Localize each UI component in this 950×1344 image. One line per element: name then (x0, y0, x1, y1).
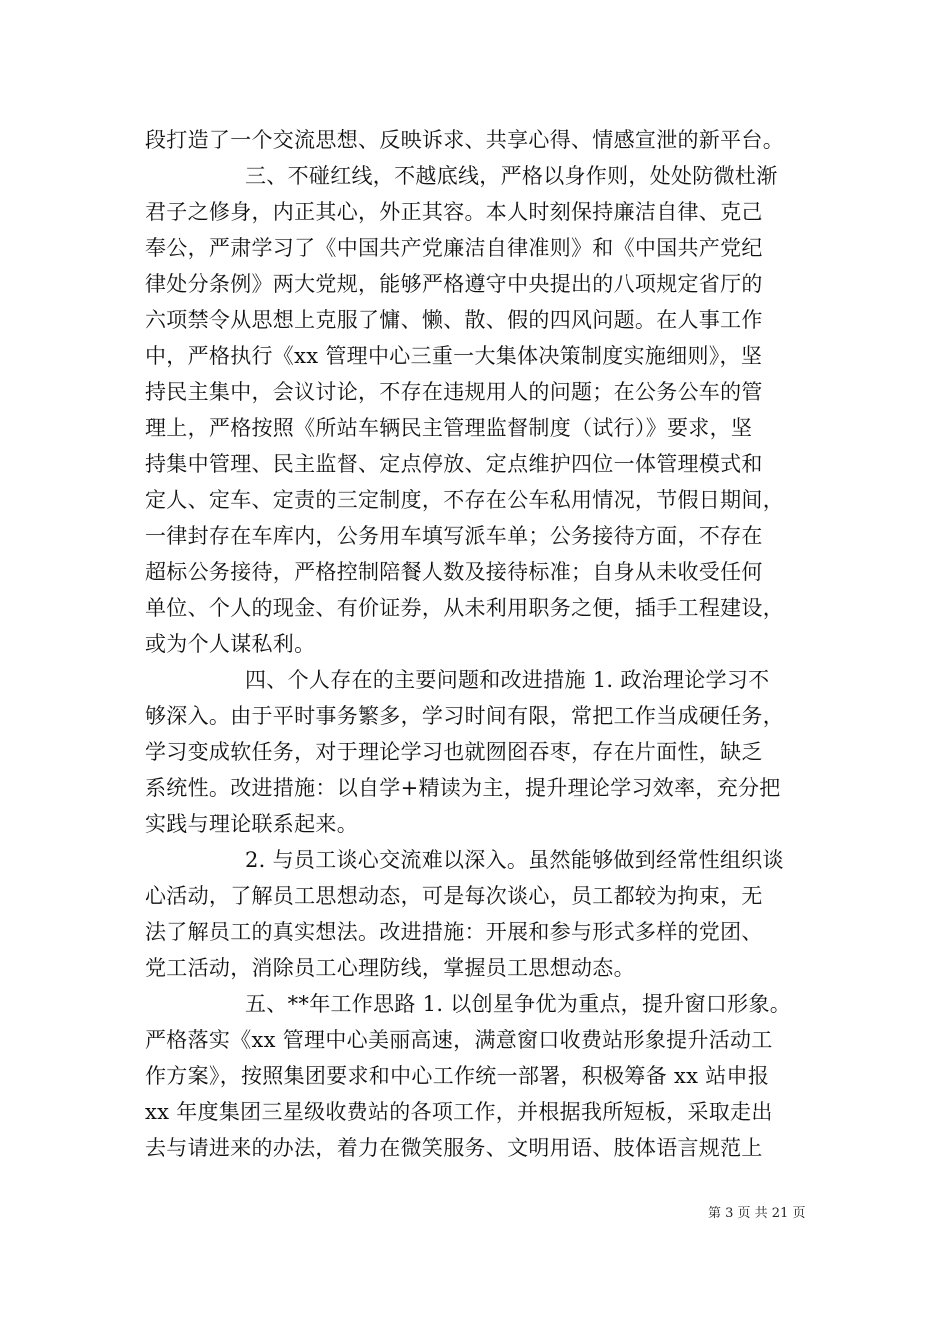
text-line: 定人、定车、定责的三定制度，不存在公车私用情况，节假日期间， (145, 488, 784, 512)
text-line: 中，严格执行《xx 管理中心三重一大集体决策制度实施细则》，坚 (145, 344, 763, 368)
text-line: 法了解员工的真实想法。改进措施：开展和参与形式多样的党团、 (145, 920, 763, 944)
text-line: 三、不碰红线，不越底线，严格以身作则，处处防微杜渐 (245, 164, 778, 188)
text-line: 奉公，严肃学习了《中国共产党廉洁自律准则》和《中国共产党纪 (145, 236, 763, 260)
text-line: 或为个人谋私利。 (145, 632, 316, 656)
text-line: 作方案》，按照集团要求和中心工作统一部署，积极筹备 xx 站申报 (145, 1064, 770, 1088)
text-line: 严格落实《xx 管理中心美丽高速，满意窗口收费站形象提升活动工 (145, 1028, 773, 1052)
text-line: 君子之修身，内正其心，外正其容。本人时刻保持廉洁自律、克己 (145, 200, 763, 224)
text-line: xx 年度集团三星级收费站的各项工作，并根据我所短板，采取走出 (145, 1100, 773, 1124)
text-line: 一律封存在车库内，公务用车填写派车单；公务接待方面，不存在 (145, 524, 763, 548)
text-line: 五、**年工作思路 1. 以创星争优为重点，提升窗口形象。 (245, 992, 792, 1016)
text-line: 实践与理论联系起来。 (145, 812, 358, 836)
text-line: 学习变成软任务，对于理论学习也就囫囵吞枣，存在片面性，缺乏 (145, 740, 763, 764)
text-line: 四、个人存在的主要问题和改进措施 1. 政治理论学习不 (245, 668, 770, 692)
text-line: 持集中管理、民主监督、定点停放、定点维护四位一体管理模式和 (145, 452, 763, 476)
text-line: 超标公务接待，严格控制陪餐人数及接待标准；自身从未收受任何 (145, 560, 763, 584)
text-line: 党工活动，消除员工心理防线，掌握员工思想动态。 (145, 956, 635, 980)
text-line: 单位、个人的现金、有价证券，从未利用职务之便，插手工程建设， (145, 596, 784, 620)
text-line: 去与请进来的办法，着力在微笑服务、文明用语、肢体语言规范上 (145, 1136, 763, 1160)
text-line: 2. 与员工谈心交流难以深入。虽然能够做到经常性组织谈 (245, 848, 784, 872)
text-line: 够深入。由于平时事务繁多，学习时间有限，常把工作当成硬任务， (145, 704, 784, 728)
text-line: 持民主集中，会议讨论，不存在违规用人的问题；在公务公车的管 (145, 380, 763, 404)
text-line: 理上，严格按照《所站车辆民主管理监督制度（试行）》要求，坚 (145, 416, 753, 440)
text-line: 律处分条例》两大党规，能够严格遵守中央提出的八项规定省厅的 (145, 272, 763, 296)
text-line: 心活动，了解员工思想动态，可是每次谈心，员工都较为拘束，无 (145, 884, 763, 908)
text-line: 六项禁令从思想上克服了慵、懒、散、假的四风问题。在人事工作 (145, 308, 763, 332)
text-line: 系统性。改进措施：以自学+精读为主，提升理论学习效率，充分把 (145, 776, 781, 800)
page-number-footer: 第 3 页 共 21 页 (708, 1206, 806, 1221)
text-line: 段打造了一个交流思想、反映诉求、共享心得、情感宣泄的新平台。 (145, 128, 784, 152)
